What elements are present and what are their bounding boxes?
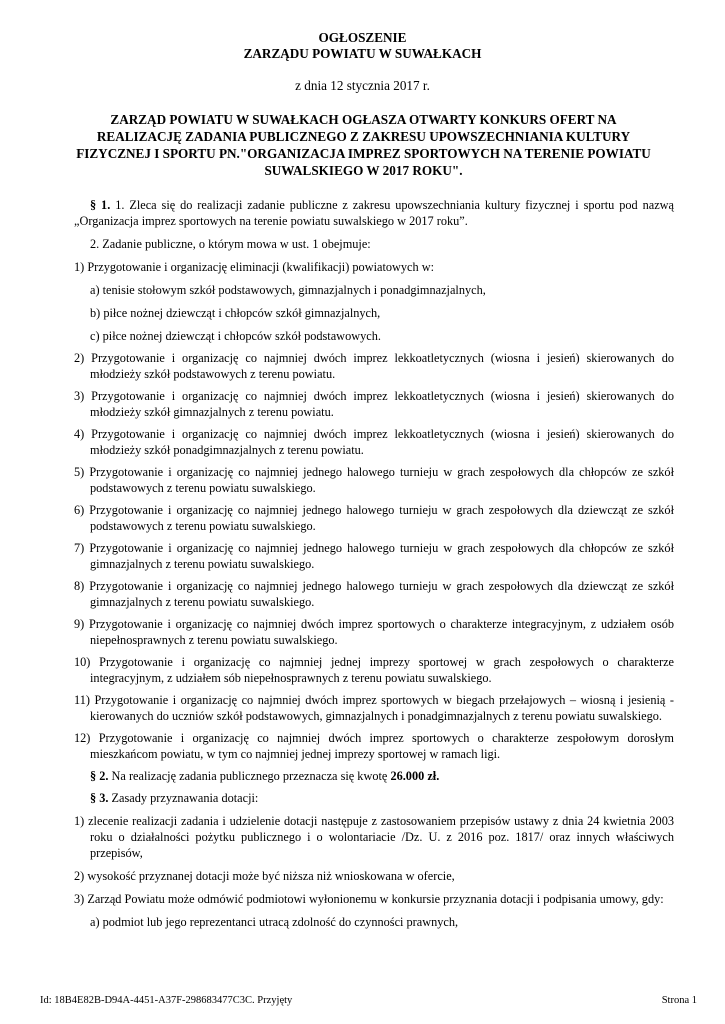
list-item-10: 10) Przygotowanie i organizację co najmniej jednej imprezy sportowej w grach zespołowych o charakterze integracyjnym, z udziałem sób niepełnosprawnych z terenu powiatu suwalskiego. xyxy=(74,655,674,685)
section-2-text: Na realizację zadania publicznego przeznacza się kwotę xyxy=(108,769,391,783)
rule-item-2: 2) wysokość przyznanej dotacji może być niższa niż wnioskowana w ofercie, xyxy=(74,869,455,883)
title-line: ZARZĄD POWIATU W SUWAŁKACH OGŁASZA OTWARTY KONKURS OFERT NA xyxy=(110,112,617,127)
list-item-1: 1) Przygotowanie i organizację eliminacji (kwalifikacji) powiatowych w: xyxy=(74,260,435,274)
section-1-mark: § 1. xyxy=(90,198,111,212)
rule-item-1: 1) zlecenie realizacji zadania i udzielenie dotacji następuje z zastosowaniem przepisów ustawy z dnia 24 kwietnia 2003 roku o działalności pożytku publicznego i o wolontariacie /Dz. U. z 2016 poz. 1817/ oraz innych właściwych przepisów, xyxy=(74,814,674,860)
list-item-11: 11) Przygotowanie i organizację co najmniej dwóch imprez sportowych w biegach przełajowych – wiosną i jesienią - kierowanych do uczniów szkół podstawowych, gimnazjalnych i ponadgimnazjalnych z terenu powiatu suwalskiego. xyxy=(74,693,674,723)
list-item-9: 9) Przygotowanie i organizację co najmniej dwóch imprez sportowych o charakterze integracyjnym, z udziałem osób niepełnosprawnych z terenu powiatu suwalskiego. xyxy=(74,617,674,647)
section-2-mark: § 2. xyxy=(90,769,109,783)
list-item-7: 7) Przygotowanie i organizację co najmniej jednego halowego turnieju w grach zespołowych dla chłopców ze szkół gimnazjalnych z terenu powiatu suwalskiego. xyxy=(74,541,674,571)
section-3-paragraph xyxy=(74,790,674,806)
title-line: FIZYCZNEJ I SPORTU PN."ORGANIZACJA IMPREZ SPORTOWYCH NA TERENIE POWIATU xyxy=(76,146,651,161)
list-item-4: 4) Przygotowanie i organizację co najmniej dwóch imprez lekkoatletycznych (wiosna i jesień) skierowanych do młodzieży szkół ponadgimnazjalnych z terenu powiatu. xyxy=(74,427,674,457)
grant-amount: 26.000 zł. xyxy=(390,769,440,783)
list-item-6: 6) Przygotowanie i organizację co najmniej jednego halowego turnieju w grach zespołowych dla dziewcząt ze szkół podstawowych z terenu powiatu suwalskiego. xyxy=(74,503,674,533)
board-heading: ZARZĄDU POWIATU W SUWAŁKACH xyxy=(243,46,482,61)
rule-subitem-3a: a) podmiot lub jego reprezentanci utracą zdolność do czynności prawnych, xyxy=(90,915,459,929)
document-body xyxy=(74,197,674,930)
list-item-3: 3) Przygotowanie i organizację co najmniej dwóch imprez lekkoatletycznych (wiosna i jesień) skierowanych do młodzieży szkół gimnazjalnych z terenu powiatu. xyxy=(74,389,674,419)
list-item-12: 12) Przygotowanie i organizację co najmniej dwóch imprez sportowych o charakterze zespołowym dorosłym mieszkańcom powiatu, w tym co najmniej jednej imprezy sportowej w ramach ligi. xyxy=(74,731,674,761)
title-line: SUWALSKIEGO W 2017 ROKU". xyxy=(264,163,463,178)
section-3-text: Zasady przyznawania dotacji: xyxy=(108,791,259,805)
section-1-scope: 2. Zadanie publiczne, o którym mowa w ust. 1 obejmuje: xyxy=(90,237,371,251)
announcement-heading: OGŁOSZENIE xyxy=(318,30,407,45)
list-subitem-1c: c) piłce nożnej dziewcząt i chłopców szkół podstawowych. xyxy=(90,329,381,343)
rule-item-3: 3) Zarząd Powiatu może odmówić podmiotowi wyłonionemu w konkursie przyznania dotacji i podpisania umowy, gdy: xyxy=(74,892,664,906)
page-number: Strona 1 xyxy=(661,995,697,1006)
document-date: z dnia 12 stycznia 2017 r. xyxy=(295,78,430,93)
document-title xyxy=(70,111,657,179)
title-line: REALIZACJĘ ZADANIA PUBLICZNEGO Z ZAKRESU UPOWSZECHNIANIA KULTURY xyxy=(96,129,631,144)
section-1-paragraph xyxy=(74,197,674,229)
list-item-8: 8) Przygotowanie i organizację co najmniej jednego halowego turnieju w grach zespołowych dla dziewcząt ze szkół gimnazjalnych z terenu powiatu suwalskiego. xyxy=(74,579,674,609)
document-id: Id: 18B4E82B-D94A-4451-A37F-298683477C3C. Przyjęty xyxy=(40,995,293,1006)
list-subitem-1a: a) tenisie stołowym szkół podstawowych, gimnazjalnych i ponadgimnazjalnych, xyxy=(90,283,486,297)
section-1-text: 1. Zleca się do realizacji zadanie publiczne z zakresu upowszechniania kultury fizycznej i sportu pod nazwą „Organizacja imprez sportowych na terenie powiatu suwalskiego w 2017 roku”. xyxy=(74,198,674,228)
list-item-5: 5) Przygotowanie i organizację co najmniej jednego halowego turnieju w grach zespołowych dla chłopców ze szkół podstawowych z terenu powiatu suwalskiego. xyxy=(74,465,674,495)
section-3-mark: § 3. xyxy=(90,791,109,805)
list-subitem-1b: b) piłce nożnej dziewcząt i chłopców szkół gimnazjalnych, xyxy=(90,306,381,320)
list-item-2: 2) Przygotowanie i organizację co najmniej dwóch imprez lekkoatletycznych (wiosna i jesień) skierowanych do młodzieży szkół podstawowych z terenu powiatu. xyxy=(74,351,674,381)
section-2-paragraph xyxy=(74,768,674,784)
